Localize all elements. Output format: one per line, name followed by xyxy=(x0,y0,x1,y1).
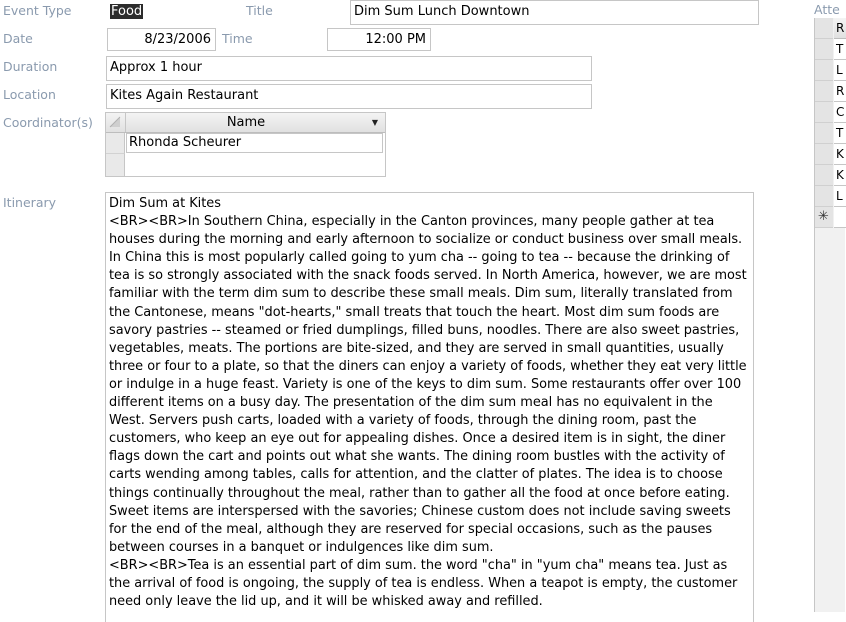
attendee-row-selector[interactable] xyxy=(815,39,833,60)
itinerary-heading: Dim Sum at Kites xyxy=(109,196,221,211)
date-field[interactable]: 8/23/2006 xyxy=(107,28,216,51)
attendees-column-header[interactable] xyxy=(834,18,846,39)
row-selector[interactable] xyxy=(106,133,125,154)
time-field[interactable]: 12:00 PM xyxy=(327,28,431,51)
attendee-row-selector[interactable] xyxy=(815,186,833,207)
attendee-row-selector[interactable] xyxy=(815,144,833,165)
event-type-label: Event Type xyxy=(3,3,72,18)
attendee-cell[interactable]: L xyxy=(834,60,846,81)
attendee-cell[interactable]: L xyxy=(834,186,846,207)
event-type-field[interactable] xyxy=(106,0,232,24)
attendee-cell[interactable]: R xyxy=(834,81,846,102)
column-dropdown-icon[interactable]: ▼ xyxy=(371,118,379,127)
new-row-selector[interactable] xyxy=(106,154,125,176)
itinerary-label: Itinerary xyxy=(3,195,57,210)
attendee-row-selector[interactable] xyxy=(815,123,833,144)
new-attendee-cell[interactable] xyxy=(834,207,846,228)
coordinators-subform[interactable] xyxy=(105,112,386,177)
attendees-corner xyxy=(815,18,833,39)
itinerary-textbox[interactable] xyxy=(105,192,754,622)
select-all-corner[interactable] xyxy=(106,113,126,132)
attendee-cell[interactable]: K xyxy=(834,165,846,186)
duration-label: Duration xyxy=(3,59,58,74)
attendee-row-selector[interactable] xyxy=(815,60,833,81)
attendees-header-text: R xyxy=(836,21,845,35)
attendee-cell[interactable]: T xyxy=(834,39,846,60)
attendee-row-selector[interactable] xyxy=(815,165,833,186)
coordinators-header xyxy=(106,113,385,133)
coordinators-label: Coordinator(s) xyxy=(3,115,93,130)
name-column-header[interactable]: Name xyxy=(226,115,266,130)
time-label: Time xyxy=(222,31,253,46)
itinerary-paragraph: <BR><BR>Tea is an essential part of dim sum. the word "cha" in "yum cha" means tea. Just as the arrival of food is ongoing, the supply of tea is endless. When a teapot is empty, the customer need only leave the lid up, and it will be whisked away and refilled. xyxy=(109,557,738,610)
itinerary-paragraph: <BR><BR>In Southern China, especially in the Canton provinces, many people gather at tea houses during the morning and early afternoon to socialize or conduct business over small meals. In China this is most popularly called going to yum cha -- going to tea -- because the drinking of tea is so strongly associated with the snack foods served. In North America, however, we are most familiar with the term dim sum to describe these small meals. Dim sum, literally translated from the Cantonese, means "dot-hearts," small treats that touch the heart. Most dim sum foods are savory pastries -- steamed or fried dumplings, filled buns, noodles. There are also sweet pastries, vegetables, meats. The portions are bite-sized, and they are served in small quantities, usually three or four to a plate, so that the diners can enjoy a variety of foods, whether they eat very little or indulge in a huge feast. Variety is one of the keys to dim sum. Some restaurants offer over 100 different items on a busy day. The presentation of the dim sum meal has no equivalent in the West. Servers push carts, loaded with a variety of foods, through the dining room, past the customers, who keep an eye out for appealing dishes. Once a desired item is in sight, the diner flags down the cart and points out what she wants. The dining room bustles with the activity of carts wending among tables, calls for attention, and the clatter of plates. The idea is to choose things continually throughout the meal, rather than to gather all the food at once before eating. Sweet items are interspersed with the savories; Chinese custom does not include saving sweets for the end of the meal, although they are reserved for special occasions, such as the pauses between courses in a banquet or indulgences like dim sum. xyxy=(109,214,747,555)
attendee-row-selector[interactable] xyxy=(815,102,833,123)
attendee-cell[interactable]: K xyxy=(834,144,846,165)
title-label: Title xyxy=(246,3,273,18)
attendee-row-selector[interactable] xyxy=(815,81,833,102)
attendees-label: Atte xyxy=(814,2,840,17)
attendee-cell[interactable]: C xyxy=(834,102,846,123)
new-record-selector[interactable] xyxy=(815,207,833,228)
attendee-cell[interactable]: T xyxy=(834,123,846,144)
event-type-value: Food xyxy=(111,4,143,19)
date-label: Date xyxy=(3,31,33,46)
coordinator-name-cell[interactable]: Rhonda Scheurer xyxy=(126,133,383,153)
duration-field[interactable]: Approx 1 hour xyxy=(106,56,592,81)
select-all-icon xyxy=(109,116,121,128)
attendees-subform[interactable] xyxy=(814,18,845,612)
location-label: Location xyxy=(3,87,56,102)
new-record-icon: ✳ xyxy=(818,209,829,224)
location-field[interactable]: Kites Again Restaurant xyxy=(106,84,592,109)
title-field[interactable]: Dim Sum Lunch Downtown xyxy=(350,0,759,25)
